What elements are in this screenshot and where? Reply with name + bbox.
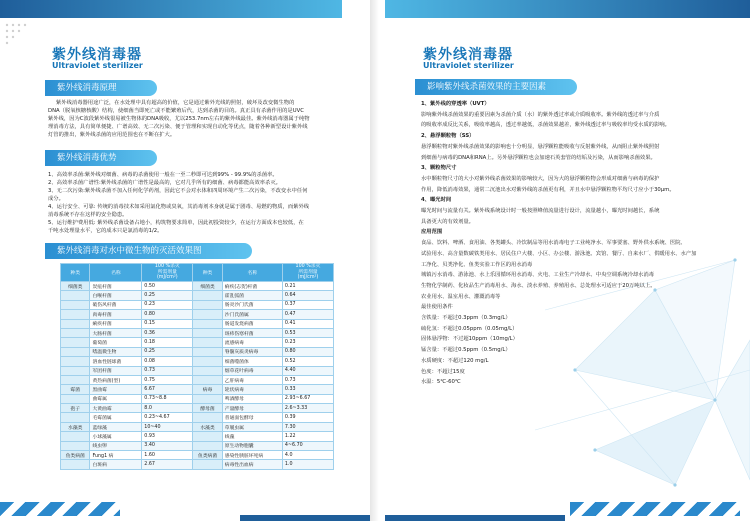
factor-heading: 2、悬浮颗粒物（SS） (421, 133, 475, 140)
group-cell: 细菌类 (61, 282, 90, 291)
table-row (61, 375, 334, 384)
table-row (61, 282, 334, 291)
group-cell: 鱼类病菌 (193, 451, 222, 460)
text-line: 影响紫外线杀菌效果的重要因素为杀菌介质（水）的紫外透过率或介质吸收率。紫外线的透过率与介质 (421, 111, 660, 118)
text-line: 2、高效率杀菌广谱性:紫外线杀菌的广谱性是最高的，它对几乎所有的细菌、病毒都能高效率杀灭。 (48, 180, 281, 186)
dose-cell: 0.53 (282, 328, 333, 337)
dose-cell: 2.93~6.67 (282, 394, 333, 403)
name-cell: 轮状病毒 (222, 385, 282, 394)
table-row (61, 357, 334, 366)
dose-cell: 4.0 (282, 451, 333, 460)
name-cell: 痢疾(志贺)杆菌 (222, 282, 282, 291)
name-cell: 炭疽杆菌 (90, 282, 142, 291)
dose-cell: 10~40 (142, 422, 193, 431)
name-cell: 细菌噬菌体 (222, 357, 282, 366)
name-cell: 线藻 (222, 432, 282, 441)
name-cell: 痢疾杆菌 (90, 319, 142, 328)
group-cell (193, 291, 222, 300)
dose-cell: 0.39 (282, 413, 333, 422)
group-cell (61, 366, 90, 375)
table-row (61, 385, 334, 394)
text-line: 消毒系统不存在这样的安全隐患。 (48, 212, 128, 218)
name-cell: 溶血性链球菌 (90, 357, 142, 366)
text-line: 作用，降低消毒效果，通常二沉池出水对紫外线的杀菌更有利，并且水中悬浮颗粒物平均尺寸应小于30μm。 (421, 186, 675, 193)
name-cell: 小球藻属 (90, 432, 142, 441)
text-line: 3、无二次污染:紫外线杀菌不加入任何化学药剂，因此它不会对水体和四周环境产生二次污染，不改变水中任何 (48, 188, 308, 194)
dose-cell: 8.0 (142, 404, 193, 413)
text-line: 含铁量：不超过0.3ppm（0.3mg/L） (421, 315, 511, 322)
dose-cell: 4.40 (282, 366, 333, 375)
col-kind: 种类 (193, 264, 222, 282)
group-cell (61, 413, 90, 422)
dose-cell: 1.0 (282, 460, 333, 469)
principle-paragraph (48, 99, 348, 139)
col-dose: 100 %杀灭 所需剂量 (mJ/cm²) (142, 264, 193, 282)
dose-cell: 0.37 (282, 300, 333, 309)
name-cell: 葡萄菌 (90, 338, 142, 347)
col-name: 名称 (222, 264, 282, 282)
dose-cell: 0.25 (142, 347, 193, 356)
group-cell (61, 441, 90, 450)
text-line: 工净化、贝类净化、鱼类实验工作区的用水消毒 (421, 261, 533, 268)
factor-heading: 3、颗粒物尺寸 (421, 165, 457, 172)
text-line: 紫外线消毒器用途广泛，在水处理中具有超高的价值，它是通过紫外光线的照射，破坏及改变微生物的 (56, 100, 295, 106)
text-line: 水质硬度：不超过120 mg/L (421, 357, 489, 364)
text-line: 固体悬浮物：不过超10ppm（10mg/L） (421, 336, 518, 343)
dot-pattern-decoration (4, 22, 34, 52)
dose-cell: 0.23 (142, 300, 193, 309)
group-cell (61, 328, 90, 337)
group-cell (193, 338, 222, 347)
text-line: 千吨水处理量水平，它的成本只是氯消毒的1/2。 (48, 228, 163, 234)
dose-cell: 0.36 (142, 328, 193, 337)
text-line: DNA（脱氧核糖核酸）结构，使细菌当即死亡或不能繁殖后代，达到杀菌的目的。真正具有杀菌作用的是UVC (48, 108, 304, 114)
group-cell (193, 441, 222, 450)
dose-cell: 2.6~3.33 (282, 404, 333, 413)
group-cell (61, 338, 90, 347)
name-cell: 斑疹伤寒杆菌 (222, 328, 282, 337)
page-subtitle: Ultraviolet sterilizer (423, 61, 514, 70)
table-row (61, 441, 334, 450)
table-row (61, 394, 334, 403)
name-cell: 嗜温微生物 (90, 347, 142, 356)
col-name: 名称 (90, 264, 142, 282)
page-gutter (370, 0, 385, 521)
name-cell: 毛霉菌属 (90, 413, 142, 422)
dose-cell: 6.67 (142, 385, 193, 394)
text-line: 到细菌与病毒的DNA和RNA上。另外悬浮颗粒也会加速石英套管的结垢及污染，从而影响杀菌效果。 (421, 154, 656, 161)
name-cell: 肉毒杆菌 (90, 310, 142, 319)
factor-heading: 4、曝光时间 (421, 197, 452, 204)
bottom-stripe-decoration (570, 502, 740, 516)
text-line: 硫化氢：不超过0.05ppm（0.05mg/L） (421, 325, 518, 332)
group-cell (61, 347, 90, 356)
top-color-bar (0, 0, 342, 18)
name-cell: 破伤风杆菌 (90, 300, 142, 309)
name-cell: 烟草花叶病毒 (222, 366, 282, 375)
table-row (61, 404, 334, 413)
bottom-bar-decoration (240, 515, 370, 521)
table-row (61, 310, 334, 319)
dose-cell: 1.22 (282, 432, 333, 441)
dose-cell: 0.93 (142, 432, 193, 441)
table-row (61, 319, 334, 328)
name-cell: Fung1 病 (90, 451, 142, 460)
name-cell: 原生动物胞囊 (222, 441, 282, 450)
group-cell (61, 300, 90, 309)
text-line: 曝光时间与流量有关。紫外线系统设计时一般按照峰值流量进行设计，流量越小，曝光时间越长，系统 (421, 208, 660, 215)
dose-cell: 0.25 (142, 291, 193, 300)
table-row (61, 347, 334, 356)
table-row (61, 451, 334, 460)
name-cell: 普通面包酵母 (222, 413, 282, 422)
text-line: 悬浮颗粒物对紫外线杀菌效果的影响也十分明显，悬浮颗粒能吸收与反射紫外线，从而阻止紫外线照射 (421, 143, 660, 150)
name-cell: 线虫卵 (90, 441, 142, 450)
group-cell: 水藻类 (61, 422, 90, 431)
top-color-bar (385, 0, 750, 18)
table-row (61, 413, 334, 422)
dose-cell: 0.41 (282, 319, 333, 328)
group-cell (193, 460, 222, 469)
group-cell: 酵母菌 (193, 404, 222, 413)
name-cell: 产量酵母 (222, 404, 282, 413)
group-cell (61, 375, 90, 384)
dose-cell: 0.64 (282, 291, 333, 300)
page-subtitle: Ultraviolet sterilizer (52, 61, 143, 70)
group-cell (61, 357, 90, 366)
text-line: 4、运行安全、可靠: 传统的消毒技术如采用氯化物或臭氧，其消毒剂本身就是属于剧毒、易燃的物质，而紫外线 (48, 204, 310, 210)
dose-cell: 1.60 (142, 451, 193, 460)
name-cell: 大黄曲霉 (90, 404, 142, 413)
group-cell (61, 291, 90, 300)
inactivation-table (60, 263, 334, 470)
text-line: 农业用水、温室用水、灌溉消毒等 (421, 293, 501, 300)
dose-cell: 0.33 (282, 385, 333, 394)
group-cell (61, 394, 90, 403)
name-cell: 病毒性出血病 (222, 460, 282, 469)
bottom-stripe-decoration (0, 502, 120, 516)
name-cell: 肠炎沙门氏菌 (222, 300, 282, 309)
factors-content (421, 99, 741, 388)
group-cell: 鱼类病菌 (61, 451, 90, 460)
group-cell: 孢子 (61, 404, 90, 413)
section-header-effect-table: 紫外线消毒对水中微生物的灭活效果图 (45, 243, 252, 259)
dose-cell: 0.15 (142, 319, 193, 328)
table-row (61, 422, 334, 431)
dose-cell: 3.40 (142, 441, 193, 450)
text-line: 水温：5℃-60℃ (421, 379, 461, 386)
factor-heading: 1、紫外线的穿透率（UVT） (421, 101, 490, 107)
name-cell: 军团杆菌 (90, 366, 142, 375)
name-cell: 黄热病菌(型) (90, 375, 142, 384)
factor-heading: 应用范围 (421, 229, 443, 236)
left-page (0, 0, 370, 521)
table-row (61, 338, 334, 347)
group-cell (193, 328, 222, 337)
name-cell: 感染性胰脏坏死病 (222, 451, 282, 460)
section-header-principle: 紫外线消毒原理 (45, 80, 157, 96)
right-page (385, 0, 750, 521)
dose-cell: 0.73 (142, 366, 193, 375)
section-header-factors: 影响紫外线杀菌效果的主要因素 (415, 79, 577, 95)
group-cell (193, 347, 222, 356)
table-header-row (61, 264, 334, 282)
text-line: 食品、饮料、啤酒、食用油、各类罐头、冷饮制品等用水消毒电子工业纯净水、军事要塞、野外供水系统、医院、 (421, 240, 686, 247)
col-kind: 种类 (61, 264, 90, 282)
table-row (61, 328, 334, 337)
name-cell: 脊髓灰质炎病毒 (222, 347, 282, 356)
text-line: 生物化学制药、化妆品生产消毒用水、海水、淡水养殖、养殖用水、总处理水可适应于20万吨以上。 (421, 282, 656, 289)
name-cell: 大肠杆菌 (90, 328, 142, 337)
text-line: 5、运行维护费用低: 紫外线杀菌设备占地小，构筑物要求简单，因此初投资较少，在运行方面成本也较低，在 (48, 220, 304, 226)
name-cell: 乙肝病毒 (222, 375, 282, 384)
group-cell: 病毒 (193, 385, 222, 394)
dose-cell: 0.47 (282, 310, 333, 319)
dose-cell: 0.75 (142, 375, 193, 384)
table-row (61, 291, 334, 300)
text-line: 具备更大的有效剂量。 (421, 218, 474, 225)
group-cell (193, 366, 222, 375)
dose-cell: 0.52 (282, 357, 333, 366)
text-line: 锰含量：不超过0.5ppm（0.5mg/L） (421, 347, 511, 354)
name-cell: 曲霉属 (90, 394, 142, 403)
group-cell (193, 413, 222, 422)
group-cell (193, 310, 222, 319)
group-cell: 霉菌 (61, 385, 90, 394)
group-cell (193, 319, 222, 328)
dose-cell: 2.67 (142, 460, 193, 469)
text-line: 灯管的推出，紫外线杀菌的应用范围也在不断在扩大。 (48, 132, 176, 138)
group-cell (193, 300, 222, 309)
text-line: 理消毒方法，具有简单便捷、广谱高效、无二次污染、便于管理和实现自动化等优点，随着各种新型设计紫外线 (48, 124, 308, 130)
dose-cell: 0.73 (282, 375, 333, 384)
group-cell (193, 357, 222, 366)
dose-cell: 0.08 (142, 357, 193, 366)
group-cell (193, 394, 222, 403)
group-cell (61, 319, 90, 328)
name-cell: 霍乱弧菌 (222, 291, 282, 300)
text-line: 色度：不超过15度 (421, 368, 465, 375)
text-line: 的吸收率成反比关系，吸收率越高，透过率越低，杀菌效果越差，紫外线透过率与吸收率均受水质的影响。 (421, 122, 670, 129)
page-title: 紫外线消毒器 (423, 47, 513, 63)
dose-cell: 0.50 (142, 282, 193, 291)
table-row (61, 460, 334, 469)
name-cell: 草履虫属 (222, 422, 282, 431)
dose-cell: 0.23 (282, 338, 333, 347)
name-cell: 啤酒酵母 (222, 394, 282, 403)
name-cell: 蓝绿藻 (90, 422, 142, 431)
table-row (61, 366, 334, 375)
group-cell: 水藻类 (193, 422, 222, 431)
group-cell (61, 460, 90, 469)
group-cell: 细菌类 (193, 282, 222, 291)
name-cell: 白斑病 (90, 460, 142, 469)
name-cell: 白喉杆菌 (90, 291, 142, 300)
page-title: 紫外线消毒器 (52, 47, 142, 63)
text-line: 成分。 (48, 196, 64, 202)
dose-cell: 0.23~4.67 (142, 413, 193, 422)
group-cell (61, 310, 90, 319)
name-cell: 黑曲霉 (90, 385, 142, 394)
name-cell: 沙门氏菌属 (222, 310, 282, 319)
dose-cell: 0.80 (282, 347, 333, 356)
bottom-bar-decoration (385, 515, 565, 521)
text-line: 试验用水、高含量数碳铁类用水、居民住户大楼、小区、办公楼、游泳池、宾馆、餐厅、自来水厂、供暖用水、水产加 (421, 250, 697, 257)
advantages-paragraph (48, 171, 348, 235)
text-line: 水中颗粒物尺寸的大小对紫外线杀菌效果的影响较大，因为大的悬浮颗粒物会形成对细菌与病毒的保护 (421, 175, 660, 182)
dose-cell: 0.80 (142, 310, 193, 319)
group-cell (193, 432, 222, 441)
dose-cell: 0.21 (282, 282, 333, 291)
name-cell: 肠道发烧病菌 (222, 319, 282, 328)
group-cell (193, 375, 222, 384)
text-line: 紫外线，因为C波段紫外线很易被生物体的DNA吸收，尤以253.7nm左右的紫外线最佳。紫外线消毒器属于纯物 (48, 116, 310, 122)
col-dose: 100 %杀灭 所需剂量 (mJ/cm²) (282, 264, 333, 282)
table-row (61, 432, 334, 441)
group-cell (61, 432, 90, 441)
table-row (61, 300, 334, 309)
dose-cell: 7.30 (282, 422, 333, 431)
dose-cell: 0.18 (142, 338, 193, 347)
section-header-advantages: 紫外线消毒优势 (45, 150, 157, 166)
text-line: 最佳使用条件 (421, 304, 453, 311)
dose-cell: 0.73~8.8 (142, 394, 193, 403)
dose-cell: 4~6.70 (282, 441, 333, 450)
text-line: 城镇污水消毒、游泳池、水上乐园循环用水消毒、火电、工业生产冷却水、中央空调系统冷却水消毒 (421, 272, 655, 279)
name-cell: 流感病毒 (222, 338, 282, 347)
text-line: 1、高效率杀菌:紫外线对细菌、病毒的杀菌使用一般在一至二秒即可达到99% - 99.9%的杀菌率。 (48, 172, 278, 178)
